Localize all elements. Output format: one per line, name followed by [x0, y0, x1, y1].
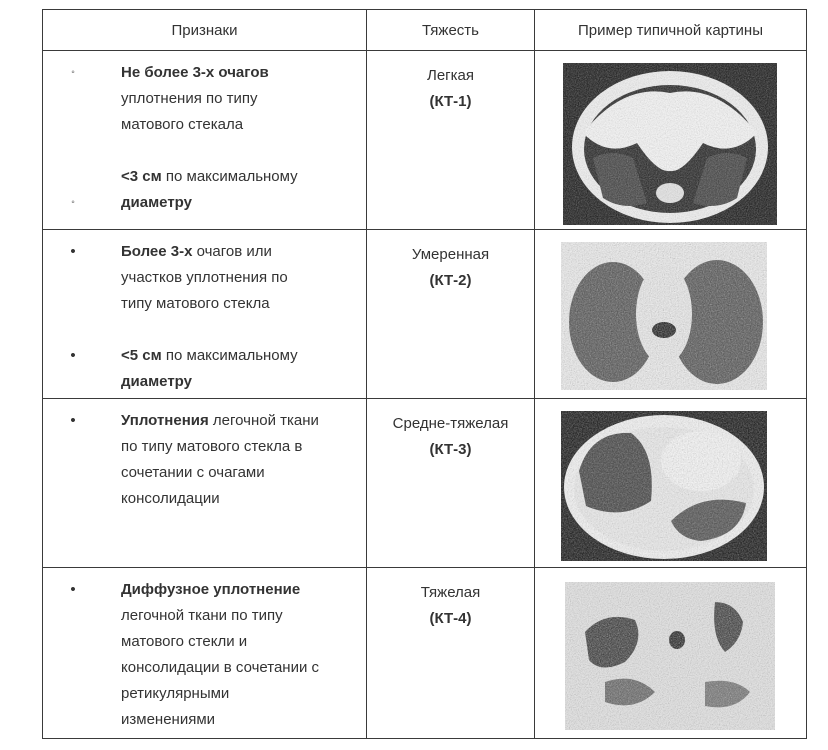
example-cell	[535, 51, 807, 230]
severity-cell	[367, 399, 535, 568]
severity-code: (КТ-3)	[429, 441, 472, 458]
sign-line: консолидации	[121, 490, 220, 507]
severity-cell	[367, 568, 535, 739]
signs-cell	[43, 51, 367, 230]
ct-scan-image	[561, 242, 767, 390]
sign-line: <5 см по максимальному	[121, 347, 298, 364]
severity-code: (КТ-2)	[429, 272, 472, 289]
severity-code: (КТ-4)	[429, 610, 472, 627]
table-header-row	[43, 10, 807, 51]
ct-scan-image	[561, 411, 767, 561]
bullet-icon: •	[70, 243, 76, 260]
table-row-ct1	[43, 51, 807, 230]
sign-line: диаметру	[121, 373, 192, 390]
bullet-icon: •	[70, 412, 76, 429]
signs-cell	[43, 399, 367, 568]
header-signs: Признаки	[43, 10, 367, 51]
hollow-bullet-icon: ◦	[71, 67, 75, 78]
header-example: Пример типичной картины	[535, 10, 807, 51]
sign-line: участков уплотнения по	[121, 269, 288, 286]
ct-scan-image	[565, 582, 775, 730]
sign-line: консолидации в сочетании с	[121, 659, 320, 676]
table-row-ct2	[43, 230, 807, 399]
sign-line: Более 3-х очагов или	[121, 243, 272, 260]
sign-line: Не более 3-х очагов	[121, 64, 269, 81]
sign-line: <3 см по максимальному	[121, 168, 298, 185]
sign-line: сочетании с очагами	[121, 464, 265, 481]
bullet-icon: •	[70, 581, 76, 598]
sign-line: типу матового стекла	[121, 295, 270, 312]
severity-label: Средне-тяжелая	[392, 415, 509, 432]
sign-line: матового стекала	[121, 116, 244, 133]
sign-line: уплотнения по типу	[121, 90, 258, 107]
sign-line: матового стекли и	[121, 633, 248, 650]
ct-scan-image	[563, 63, 777, 225]
signs-cell	[43, 230, 367, 399]
example-cell	[535, 568, 807, 739]
severity-code: (КТ-1)	[429, 93, 472, 110]
header-severity: Тяжесть	[367, 10, 535, 51]
table-row-ct3	[43, 399, 807, 568]
sign-line: Диффузное уплотнение	[121, 581, 301, 598]
sign-line: диаметру	[121, 194, 192, 211]
bullet-icon: •	[70, 347, 76, 364]
severity-cell	[367, 230, 535, 399]
sign-line: изменениями	[121, 711, 216, 728]
hollow-bullet-icon: ◦	[71, 197, 75, 208]
sign-line: по типу матового стекла в	[121, 438, 303, 455]
severity-label: Тяжелая	[420, 584, 481, 601]
table-row-ct4	[43, 568, 807, 739]
severity-label: Умеренная	[411, 246, 490, 263]
sign-line: ретикулярными	[121, 685, 230, 702]
example-cell	[535, 399, 807, 568]
sign-line: легочной ткани по типу	[121, 607, 283, 624]
severity-cell	[367, 51, 535, 230]
severity-label: Легкая	[426, 67, 474, 84]
sign-line: Уплотнения легочной ткани	[121, 412, 319, 429]
signs-cell	[43, 568, 367, 739]
ct-severity-table	[42, 9, 807, 739]
example-cell	[535, 230, 807, 399]
